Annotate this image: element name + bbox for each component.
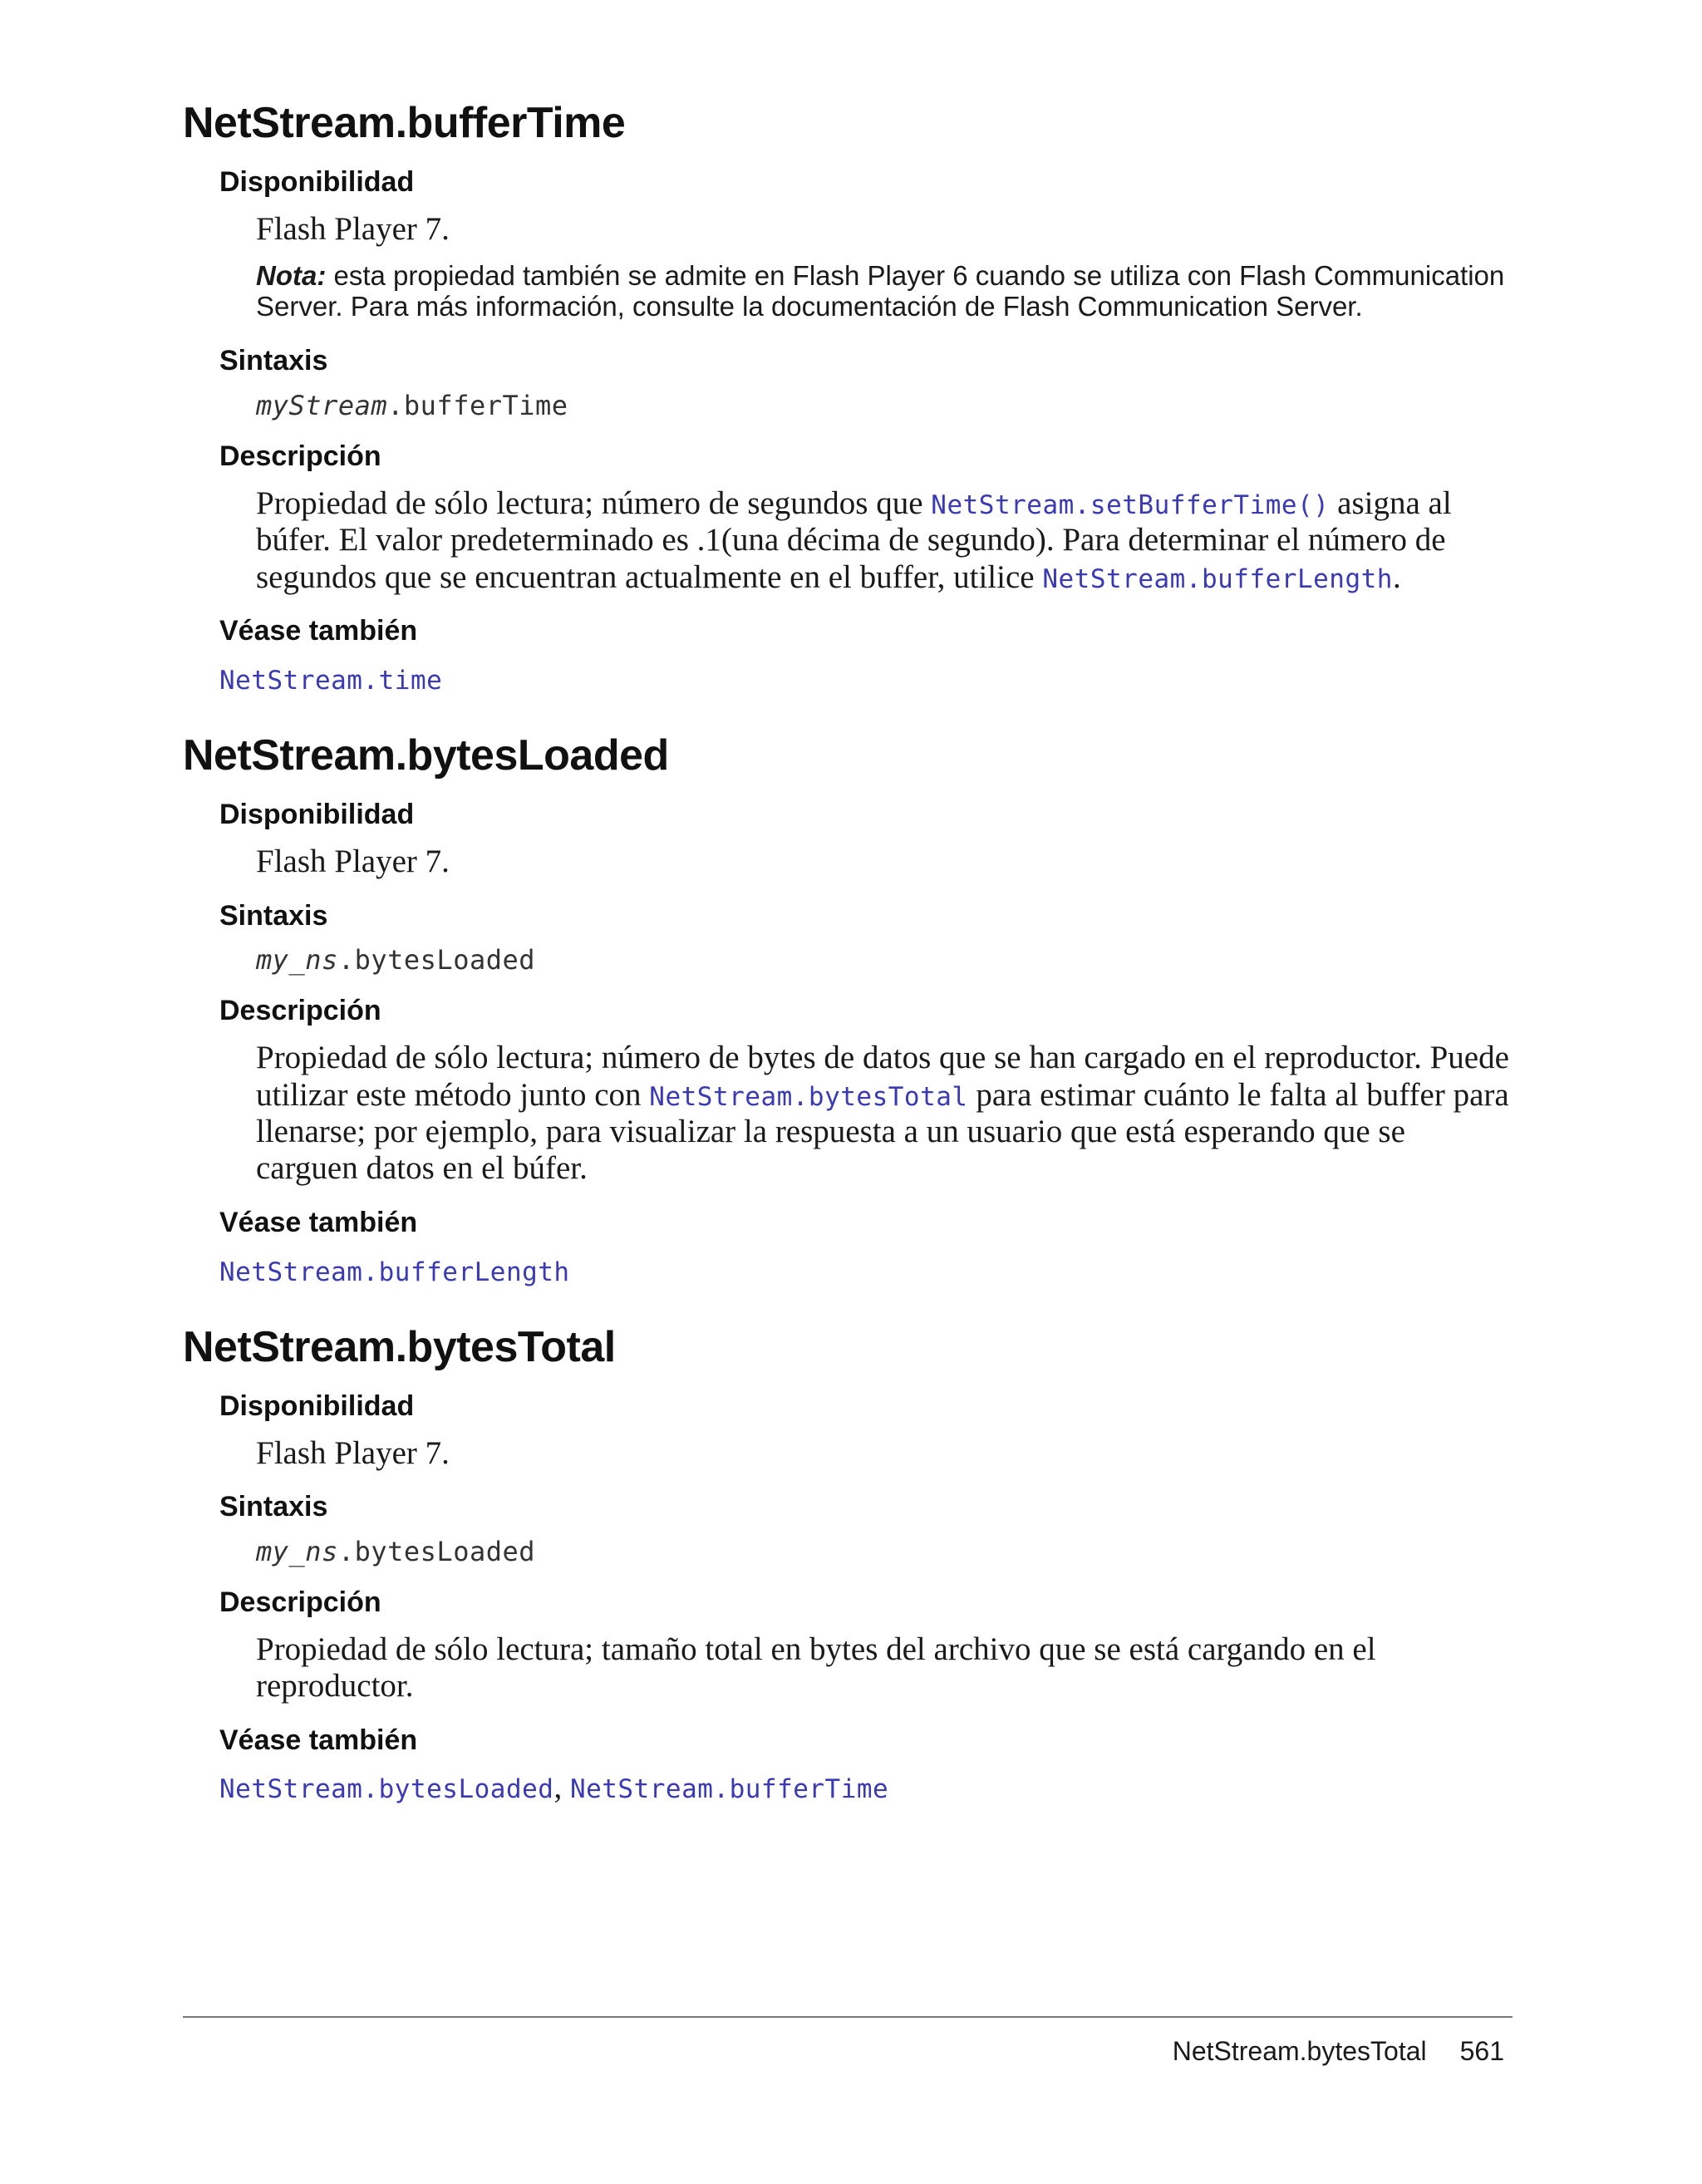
footer-rule	[183, 2016, 1513, 2018]
syntax-code	[256, 1536, 1513, 1567]
availability-text: Flash Player 7.	[256, 1434, 450, 1471]
see-also-separator: ,	[553, 1769, 570, 1806]
page-footer	[1173, 2036, 1504, 2067]
description-text	[256, 1040, 1513, 1188]
description-part: asigna al búfer. El valor predeterminado es .1(una décima de segundo). Para determinar el número de segundos que se encuentran actualmente en el buffer, utilice	[256, 485, 1452, 595]
running-title: NetStream.bytesTotal	[1172, 2036, 1427, 2066]
see-also-heading: Véase también	[219, 615, 418, 647]
syntax-object: my_ns	[256, 944, 338, 976]
availability-text: Flash Player 7.	[256, 844, 450, 880]
syntax-property: .bufferTime	[387, 390, 568, 422]
see-also-links	[219, 1252, 1513, 1289]
note	[256, 261, 1513, 322]
entry-title: NetStream.bytesLoaded	[183, 731, 669, 780]
syntax-heading: Sintaxis	[219, 345, 328, 377]
see-also-links	[219, 1768, 1513, 1806]
description-part: para estimar cuánto le falta al buffer para llenarse; por ejemplo, para visualizar la respuesta a un usuario que está esperando que se carguen datos en el búfer.	[256, 1076, 1509, 1187]
entry-bytesloaded	[183, 732, 1513, 1289]
link-setbuffertime[interactable]: NetStream.setBufferTime()	[931, 489, 1330, 520]
availability-heading: Disponibilidad	[219, 166, 415, 199]
link-time[interactable]: NetStream.time	[219, 666, 443, 696]
link-bufferlength[interactable]: NetStream.bufferLength	[219, 1257, 570, 1287]
description-heading: Descripción	[219, 1586, 381, 1618]
entry-buffertime	[183, 100, 1513, 697]
note-label: Nota:	[256, 260, 327, 292]
see-also-heading: Véase también	[219, 1206, 418, 1238]
link-bytesloaded[interactable]: NetStream.bytesLoaded	[219, 1774, 554, 1805]
syntax-code	[256, 390, 1513, 421]
description-part: .	[1392, 558, 1401, 595]
syntax-object: myStream	[256, 390, 388, 422]
description-text: Propiedad de sólo lectura; tamaño total en bytes del archivo que se está cargando en el reproductor.	[256, 1631, 1376, 1704]
syntax-heading: Sintaxis	[219, 899, 328, 932]
description-part: Propiedad de sólo lectura; número de bytes de datos que se han cargado en el reproductor. Puede utilizar este método junto con	[256, 1040, 1509, 1113]
availability-heading: Disponibilidad	[219, 799, 415, 831]
link-bytestotal[interactable]: NetStream.bytesTotal	[649, 1081, 968, 1112]
availability-heading: Disponibilidad	[219, 1390, 415, 1422]
entry-title: NetStream.bytesTotal	[183, 1322, 616, 1371]
syntax-object: my_ns	[256, 1535, 338, 1567]
syntax-code	[256, 944, 1513, 976]
see-also-heading: Véase también	[219, 1724, 418, 1756]
note-text: esta propiedad también se admite en Flash Player 6 cuando se utiliza con Flash Communication Server. Para más información, consulte la documentación de Flash Communication Server.	[256, 260, 1505, 322]
syntax-heading: Sintaxis	[219, 1491, 328, 1523]
see-also-links	[219, 660, 1513, 697]
page-number: 561	[1459, 2036, 1504, 2066]
entry-bytestotal	[183, 1324, 1513, 1807]
description-text	[256, 485, 1513, 596]
document-page	[183, 100, 1513, 1831]
entry-title: NetStream.bufferTime	[183, 99, 626, 147]
description-heading: Descripción	[219, 995, 381, 1027]
description-part: Propiedad de sólo lectura; número de segundos que	[256, 485, 932, 521]
syntax-property: .bytesLoaded	[337, 1535, 536, 1567]
link-bufferlength[interactable]: NetStream.bufferLength	[1042, 563, 1393, 594]
availability-text: Flash Player 7.	[256, 210, 450, 247]
syntax-property: .bytesLoaded	[337, 944, 536, 976]
description-heading: Descripción	[219, 440, 381, 473]
link-buffertime[interactable]: NetStream.bufferTime	[569, 1774, 889, 1805]
